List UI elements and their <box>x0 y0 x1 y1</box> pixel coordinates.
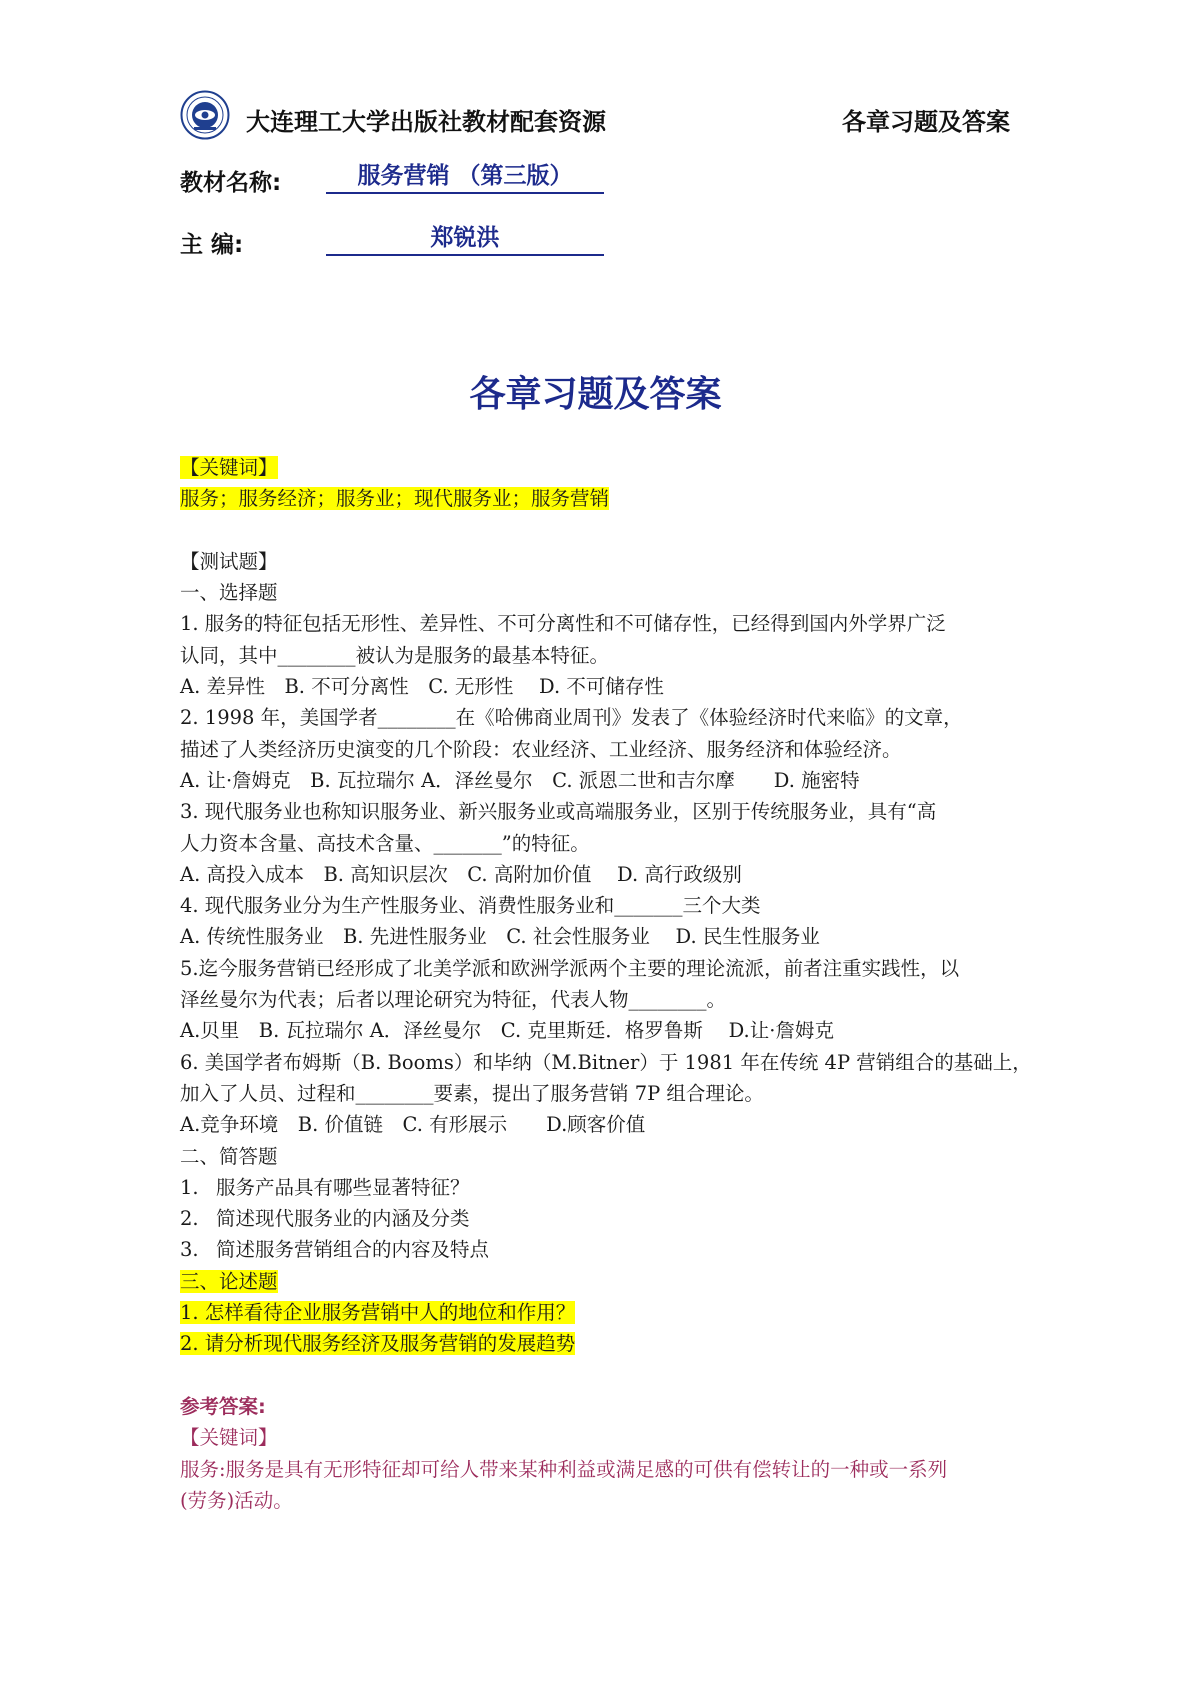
header-title: 各章习题及答案 <box>842 108 1010 136</box>
short-answer-2: 2. 简述现代服务业的内涵及分类 <box>180 1207 470 1231</box>
editor-label: 主 编: <box>180 232 244 258</box>
answer-line-1: 服务:服务是具有无形特征却可给人带来某种利益或满足感的可供有偿转让的一种或一系列 <box>180 1457 948 1481</box>
book-name-value: 服务营销 （第三版） <box>326 160 604 194</box>
question-5: 5.迄今服务营销已经形成了北美学派和欧洲学派两个主要的理论流派，前者注重实践性，以 泽丝曼尔为代表；后者以理论研究为特征，代表人物________。 A.贝里 B. 瓦拉瑞尔 A．泽丝曼尔 C. 克里斯廷．格罗鲁斯 D.让·詹姆克 <box>180 953 1016 1047</box>
question-2-options: A. 让·詹姆克 B. 瓦拉瑞尔 A．泽丝曼尔 C. 派恩二世和吉尔摩 D. 施密特 <box>180 768 860 792</box>
short-answer-1: 1. 服务产品具有哪些显著特征？ <box>180 1175 470 1199</box>
question-3-options: A. 高投入成本 B. 高知识层次 C. 高附加价值 D. 高行政级别 <box>180 862 742 886</box>
essay-1: 1. 怎样看待企业服务营销中人的地位和作用？ <box>180 1301 576 1325</box>
question-5-options: A.贝里 B. 瓦拉瑞尔 A．泽丝曼尔 C. 克里斯廷．格罗鲁斯 D.让·詹姆克 <box>180 1019 834 1043</box>
essay-2: 2. 请分析现代服务经济及服务营销的发展趋势 <box>180 1332 576 1356</box>
page-title: 各章习题及答案 <box>469 374 722 415</box>
section-short-answer-heading: 二、简答题 <box>180 1144 278 1168</box>
answers-keywords-heading: 【关键词】 <box>180 1426 278 1450</box>
question-2: 2. 1998 年，美国学者________在《哈佛商业周刊》发表了《体验经济时代来临》的文章， 描述了人类经济历史演变的几个阶段：农业经济、工业经济、服务经济和体验经济。 A. 让·詹姆克 B. 瓦拉瑞尔 A．泽丝曼尔 C. 派恩二世和吉尔摩 D. 施密特 <box>180 702 1016 796</box>
question-6-options: A.竞争环境 B. 价值链 C. 有形展示 D.顾客价值 <box>180 1113 646 1137</box>
keywords-heading: 【关键词】 <box>180 456 278 479</box>
question-1: 1. 服务的特征包括无形性、差异性、不可分离性和不可储存性，已经得到国内外学界广泛 认同，其中________被认为是服务的最基本特征。 A. 差异性 B. 不可分离性 C. 无形性 D. 不可储存性 <box>180 608 1016 702</box>
editor-value: 郑锐洪 <box>326 222 604 256</box>
question-4: 4. 现代服务业分为生产性服务业、消费性服务业和_______三个大类 A. 传统性服务业 B. 先进性服务业 C. 社会性服务业 D. 民生性服务业 <box>180 890 1016 953</box>
question-6: 6. 美国学者布姆斯（B. Booms）和毕纳（M.Bitner）于 1981 年在传统 4P 营销组合的基础上， 加入了人员、过程和________要素，提出了服务营销 7P 组合理论。 A.竞争环境 B. 价值链 C. 有形展示 D.顾客价值 <box>180 1047 1016 1141</box>
keywords-text: 服务；服务经济；服务业；现代服务业；服务营销 <box>180 487 610 511</box>
short-answer-3: 3. 简述服务营销组合的内容及特点 <box>180 1238 490 1262</box>
page-header <box>180 88 1010 148</box>
question-4-options: A. 传统性服务业 B. 先进性服务业 C. 社会性服务业 D. 民生性服务业 <box>180 925 820 949</box>
book-name-label: 教材名称: <box>180 170 282 196</box>
section-choice-heading: 一、选择题 <box>180 581 278 605</box>
answers-heading: 参考答案: <box>180 1394 266 1418</box>
document-body <box>180 452 1032 1516</box>
answer-line-2: (劳务)活动。 <box>180 1488 293 1512</box>
test-heading: 【测试题】 <box>180 549 278 573</box>
publisher-name: 大连理工大学出版社教材配套资源 <box>246 108 606 136</box>
section-essay-heading: 三、论述题 <box>180 1269 278 1293</box>
question-3: 3. 现代服务业也称知识服务业、新兴服务业或高端服务业，区别于传统服务业，具有“高 人力资本含量、高技术含量、_______”的特征。 A. 高投入成本 B. 高知识层次 C. 高附加价值 D. 高行政级别 <box>180 796 1016 890</box>
question-1-options: A. 差异性 B. 不可分离性 C. 无形性 D. 不可储存性 <box>180 675 664 699</box>
university-logo-icon <box>180 90 230 140</box>
